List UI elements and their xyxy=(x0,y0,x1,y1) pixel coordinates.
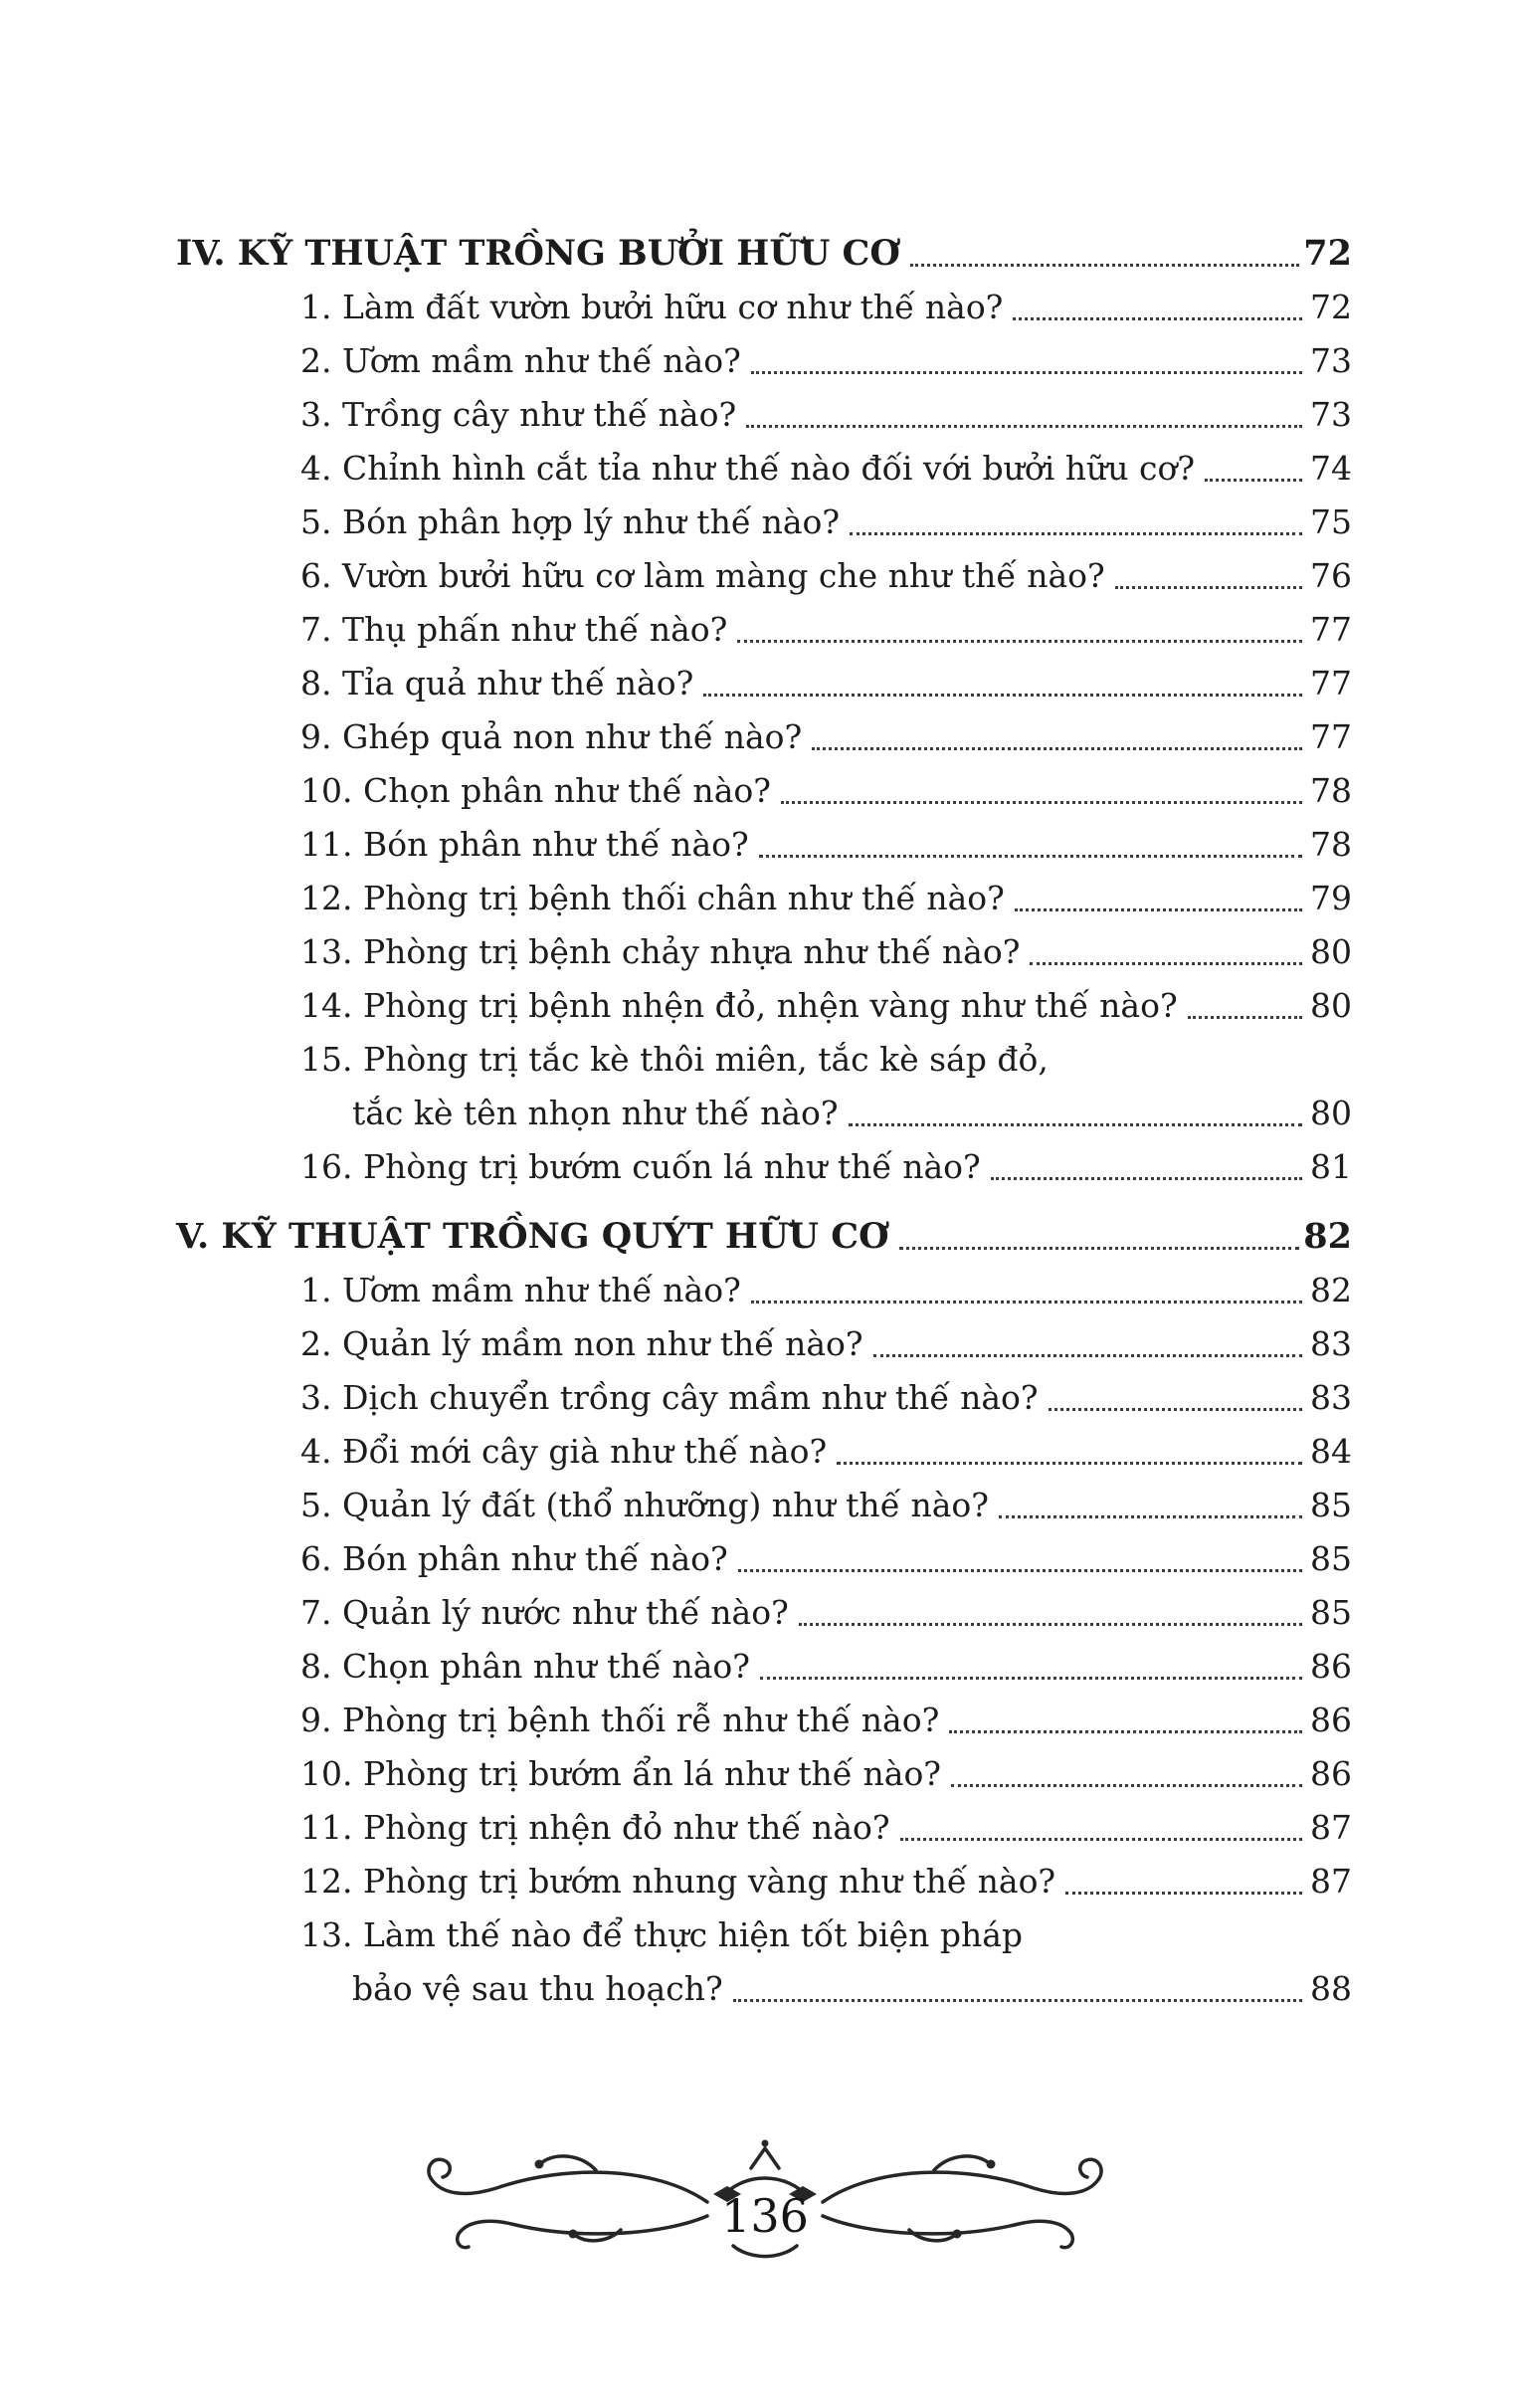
toc-item xyxy=(176,388,1352,442)
toc-item-page: 85 xyxy=(1310,1486,1352,1524)
toc-item-page: 87 xyxy=(1310,1808,1352,1847)
toc-item-page: 82 xyxy=(1310,1271,1352,1309)
toc-item-row xyxy=(300,1801,1352,1855)
decorative-flourish-icon xyxy=(417,2124,1113,2274)
toc-item xyxy=(176,1371,1352,1425)
dotted-leader xyxy=(812,747,1302,750)
toc-item-label: 10. Phòng trị bướm ẩn lá như thế nào? xyxy=(300,1754,941,1793)
toc-section xyxy=(176,1210,1352,2016)
toc-item xyxy=(176,657,1352,710)
dotted-leader xyxy=(733,1999,1302,2002)
toc-item-label: 8. Tỉa quả như thế nào? xyxy=(300,664,694,702)
toc-section-items xyxy=(176,1264,1352,2016)
toc-item xyxy=(176,496,1352,549)
toc-item-label: 10. Chọn phân như thế nào? xyxy=(300,771,771,810)
toc-item-row xyxy=(300,1479,1352,1532)
toc-item-row xyxy=(300,1855,1352,1908)
dotted-leader xyxy=(738,1569,1302,1572)
toc-item-page: 84 xyxy=(1310,1432,1352,1471)
toc-item xyxy=(176,925,1352,979)
toc-item-label-continued: bảo vệ sau thu hoạch? xyxy=(352,1969,723,2008)
toc-item-page: 78 xyxy=(1310,825,1352,864)
dotted-leader xyxy=(1065,1892,1302,1895)
toc-item-row xyxy=(300,603,1352,657)
toc-item xyxy=(176,549,1352,603)
toc-item-label: 7. Quản lý nước như thế nào? xyxy=(300,1593,789,1632)
dotted-leader xyxy=(1015,908,1302,911)
toc-item-row xyxy=(300,1694,1352,1747)
toc-section-heading-row xyxy=(176,1210,1352,1264)
toc-item xyxy=(176,1747,1352,1801)
dotted-leader xyxy=(1030,962,1302,965)
toc-item-row xyxy=(300,1317,1352,1371)
toc-item xyxy=(176,1140,1352,1194)
dotted-leader xyxy=(999,1515,1302,1518)
dotted-leader xyxy=(873,1354,1302,1357)
dotted-leader xyxy=(760,1677,1302,1680)
toc-section-page: 82 xyxy=(1303,1216,1352,1257)
dotted-leader xyxy=(746,425,1302,428)
dotted-leader xyxy=(900,1838,1302,1841)
toc-item-label: 13. Làm thế nào để thực hiện tốt biện pháp xyxy=(300,1915,1023,1954)
dotted-leader xyxy=(1013,317,1302,320)
toc-item-row xyxy=(300,442,1352,496)
toc-item-row xyxy=(300,979,1352,1033)
dotted-leader xyxy=(991,1177,1302,1180)
toc-item-page: 87 xyxy=(1310,1862,1352,1901)
dotted-leader xyxy=(899,1247,1300,1250)
page-number: 136 xyxy=(720,2189,809,2243)
toc-item-label: 5. Bón phân hợp lý như thế nào? xyxy=(300,502,841,541)
toc-item-label: 4. Đổi mới cây già như thế nào? xyxy=(300,1432,828,1471)
toc-item-page: 80 xyxy=(1310,986,1352,1025)
toc-item xyxy=(176,1479,1352,1532)
toc-item-row xyxy=(300,334,1352,388)
toc-item xyxy=(176,1908,1352,2016)
toc-item-page: 74 xyxy=(1310,449,1352,488)
toc-item-page: 73 xyxy=(1310,341,1352,380)
toc-item-label: 9. Ghép quả non như thế nào? xyxy=(300,717,803,756)
page-footer xyxy=(0,2124,1529,2274)
toc-item-row xyxy=(300,281,1352,334)
toc-item-row xyxy=(300,872,1352,925)
toc-item-row xyxy=(300,1586,1352,1640)
toc-item-page: 79 xyxy=(1310,879,1352,917)
toc-item-page: 73 xyxy=(1310,395,1352,434)
dotted-leader xyxy=(849,1123,1302,1126)
toc-item xyxy=(176,1425,1352,1479)
toc-item-label: 6. Bón phân như thế nào? xyxy=(300,1539,728,1578)
dotted-leader xyxy=(799,1623,1302,1626)
toc-item xyxy=(176,334,1352,388)
toc-item-label: 1. Làm đất vườn bưởi hữu cơ như thế nào? xyxy=(300,288,1004,326)
toc-item-label: 14. Phòng trị bệnh nhện đỏ, nhện vàng như thế nào? xyxy=(300,986,1178,1025)
toc-item-row xyxy=(300,710,1352,764)
dotted-leader xyxy=(703,694,1302,697)
toc-item-row xyxy=(300,388,1352,442)
toc-item-row xyxy=(300,1747,1352,1801)
dotted-leader xyxy=(1115,586,1302,589)
toc-item-row xyxy=(300,1033,1352,1087)
dotted-leader xyxy=(781,801,1302,804)
toc-item-page: 88 xyxy=(1310,1969,1352,2008)
toc-item-page: 86 xyxy=(1310,1647,1352,1686)
toc-item xyxy=(176,1532,1352,1586)
toc-item-row xyxy=(300,496,1352,549)
toc-item-label: 9. Phòng trị bệnh thối rễ như thế nào? xyxy=(300,1701,940,1739)
toc-item-row xyxy=(300,1371,1352,1425)
toc-item-page: 77 xyxy=(1310,610,1352,649)
toc-item-row xyxy=(300,764,1352,818)
toc-section-items xyxy=(176,281,1352,1194)
dotted-leader xyxy=(910,264,1299,267)
toc-item xyxy=(176,1586,1352,1640)
toc-item-page: 83 xyxy=(1310,1324,1352,1363)
dotted-leader xyxy=(850,532,1302,535)
toc-item xyxy=(176,603,1352,657)
dotted-leader xyxy=(1188,1016,1302,1019)
toc-item-row xyxy=(300,657,1352,710)
toc-item-label-continued: tắc kè tên nhọn như thế nào? xyxy=(352,1094,839,1132)
toc-item-label: 6. Vườn bưởi hữu cơ làm màng che như thế nào? xyxy=(300,556,1105,595)
toc-item-label: 3. Trồng cây như thế nào? xyxy=(300,395,737,434)
toc-item-label: 5. Quản lý đất (thổ nhưỡng) như thế nào? xyxy=(300,1486,989,1524)
toc-item-page: 86 xyxy=(1310,1754,1352,1793)
dotted-leader xyxy=(751,371,1302,374)
toc-item-page: 80 xyxy=(1310,1094,1352,1132)
toc-item-label: 11. Bón phân như thế nào? xyxy=(300,825,749,864)
toc-item-page: 77 xyxy=(1310,664,1352,702)
toc-item-label: 2. Quản lý mầm non như thế nào? xyxy=(300,1324,863,1363)
toc-section-heading: IV. KỸ THUẬT TRỒNG BƯỞI HỮU CƠ xyxy=(176,233,900,274)
dotted-leader xyxy=(1205,479,1302,482)
toc-item-page: 86 xyxy=(1310,1701,1352,1739)
toc-item xyxy=(176,1033,1352,1140)
toc-item-row xyxy=(300,1264,1352,1317)
toc-item-label: 12. Phòng trị bệnh thối chân như thế nào? xyxy=(300,879,1005,917)
toc-item xyxy=(176,710,1352,764)
toc xyxy=(176,227,1352,2016)
toc-item xyxy=(176,1694,1352,1747)
toc-item xyxy=(176,1317,1352,1371)
toc-item-label: 3. Dịch chuyển trồng cây mầm như thế nào? xyxy=(300,1378,1039,1417)
toc-item xyxy=(176,442,1352,496)
toc-item-label: 7. Thụ phấn như thế nào? xyxy=(300,610,728,649)
dotted-leader xyxy=(759,855,1302,858)
toc-item-page: 76 xyxy=(1310,556,1352,595)
toc-section-page: 72 xyxy=(1303,233,1352,274)
toc-item-page: 78 xyxy=(1310,771,1352,810)
toc-item-label: 13. Phòng trị bệnh chảy nhựa như thế nào? xyxy=(300,932,1021,971)
dotted-leader xyxy=(751,1301,1302,1304)
toc-item xyxy=(176,1801,1352,1855)
toc-item-label: 11. Phòng trị nhện đỏ như thế nào? xyxy=(300,1808,890,1847)
dotted-leader xyxy=(737,640,1302,643)
toc-item-label: 12. Phòng trị bướm nhung vàng như thế nào? xyxy=(300,1862,1056,1901)
toc-item-page: 85 xyxy=(1310,1593,1352,1632)
toc-item-row xyxy=(300,1140,1352,1194)
toc-item xyxy=(176,764,1352,818)
toc-item-row-continuation xyxy=(352,1087,1352,1140)
toc-item xyxy=(176,979,1352,1033)
toc-item-row xyxy=(300,1425,1352,1479)
toc-item-row xyxy=(300,925,1352,979)
toc-item xyxy=(176,872,1352,925)
toc-item-page: 75 xyxy=(1310,502,1352,541)
toc-item-page: 81 xyxy=(1310,1147,1352,1186)
toc-item-row xyxy=(300,549,1352,603)
toc-item-label: 2. Ươm mầm như thế nào? xyxy=(300,341,741,380)
toc-item xyxy=(176,1264,1352,1317)
toc-item-page: 85 xyxy=(1310,1539,1352,1578)
dotted-leader xyxy=(951,1784,1302,1787)
toc-item-page: 77 xyxy=(1310,717,1352,756)
toc-item-label: 8. Chọn phân như thế nào? xyxy=(300,1647,750,1686)
toc-item xyxy=(176,1640,1352,1694)
dotted-leader xyxy=(837,1462,1302,1465)
toc-item xyxy=(176,818,1352,872)
toc-item-row xyxy=(300,1532,1352,1586)
toc-item xyxy=(176,281,1352,334)
dotted-leader xyxy=(949,1730,1302,1733)
dotted-leader xyxy=(1049,1408,1302,1411)
toc-section-heading: V. KỸ THUẬT TRỒNG QUÝT HỮU CƠ xyxy=(176,1216,889,1257)
toc-item-label: 1. Ươm mầm như thế nào? xyxy=(300,1271,741,1309)
toc-item-row xyxy=(300,818,1352,872)
toc-item-label: 16. Phòng trị bướm cuốn lá như thế nào? xyxy=(300,1147,981,1186)
toc-item-page: 83 xyxy=(1310,1378,1352,1417)
toc-item-label: 15. Phòng trị tắc kè thôi miên, tắc kè sáp đỏ, xyxy=(300,1040,1049,1079)
toc-item-page: 80 xyxy=(1310,932,1352,971)
toc-section-heading-row xyxy=(176,227,1352,281)
toc-item-page: 72 xyxy=(1310,288,1352,326)
toc-item-row-continuation xyxy=(352,1962,1352,2016)
toc-section xyxy=(176,227,1352,1194)
toc-item-label: 4. Chỉnh hình cắt tỉa như thế nào đối với bưởi hữu cơ? xyxy=(300,449,1196,488)
toc-item-row xyxy=(300,1908,1352,1962)
toc-item-row xyxy=(300,1640,1352,1694)
toc-item xyxy=(176,1855,1352,1908)
